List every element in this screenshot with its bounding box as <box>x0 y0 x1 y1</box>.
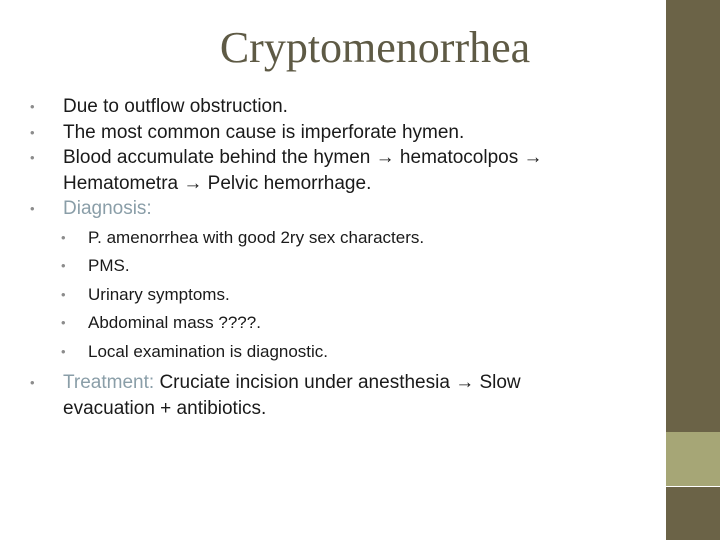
bullet-text: Blood accumulate behind the hymen <box>63 147 376 168</box>
side-band-bottom <box>666 486 720 540</box>
slide-content <box>30 94 660 421</box>
sub-bullet-text: Urinary symptoms. <box>88 284 230 304</box>
treatment-label: Treatment: <box>63 372 155 393</box>
bullet-item-diagnosis <box>30 196 660 222</box>
sub-bullet-item <box>30 224 660 253</box>
sub-bullet-item <box>30 338 660 367</box>
bullet-item <box>30 120 660 146</box>
bullet-text: Slow <box>474 372 521 393</box>
bullet-icon: • <box>30 99 35 114</box>
bullet-text: Cruciate incision under anesthesia <box>154 372 456 393</box>
right-arrow-icon: → <box>183 172 203 194</box>
bullet-item <box>30 94 660 120</box>
right-arrow-icon: → <box>523 147 543 168</box>
bullet-icon: • <box>30 201 35 216</box>
bullet-icon: • <box>61 286 66 302</box>
bullet-icon: • <box>61 258 66 273</box>
sub-bullet-text: PMS. <box>88 256 130 275</box>
bullet-icon: • <box>61 229 66 245</box>
sub-bullet-item <box>30 281 660 310</box>
sub-bullet-text: Abdominal mass ????. <box>88 313 261 332</box>
side-band-divider <box>666 486 720 487</box>
bullet-text: Hematometra <box>63 172 184 194</box>
sub-bullet-text: Local examination is diagnostic. <box>88 341 329 361</box>
bullet-icon: • <box>30 124 35 140</box>
bullet-text: evacuation + antibiotics. <box>63 397 267 419</box>
right-arrow-icon: → <box>455 372 475 393</box>
side-band-accent <box>666 432 720 486</box>
bullet-item-treatment <box>30 370 660 421</box>
sub-bullet-item <box>30 252 660 281</box>
bullet-text: Pelvic hemorrhage. <box>202 172 372 194</box>
bullet-icon: • <box>61 315 66 330</box>
sub-bullet-item <box>30 309 660 338</box>
bullet-text: hematocolpos <box>394 147 524 168</box>
bullet-icon: • <box>61 343 66 359</box>
decorative-side-band <box>666 0 720 540</box>
slide-title: Cryptomenorrhea <box>219 23 531 72</box>
diagnosis-list <box>30 224 660 367</box>
bullet-icon: • <box>30 150 35 165</box>
diagnosis-label: Diagnosis: <box>63 198 152 219</box>
right-arrow-icon: → <box>375 147 395 168</box>
bullet-text: The most common cause is imperforate hymen. <box>63 121 465 143</box>
bullet-icon: • <box>30 375 35 390</box>
sub-bullet-text: P. amenorrhea with good 2ry sex characters. <box>88 227 425 247</box>
bullet-item <box>30 145 660 196</box>
bullet-text: Due to outflow obstruction. <box>63 96 288 117</box>
